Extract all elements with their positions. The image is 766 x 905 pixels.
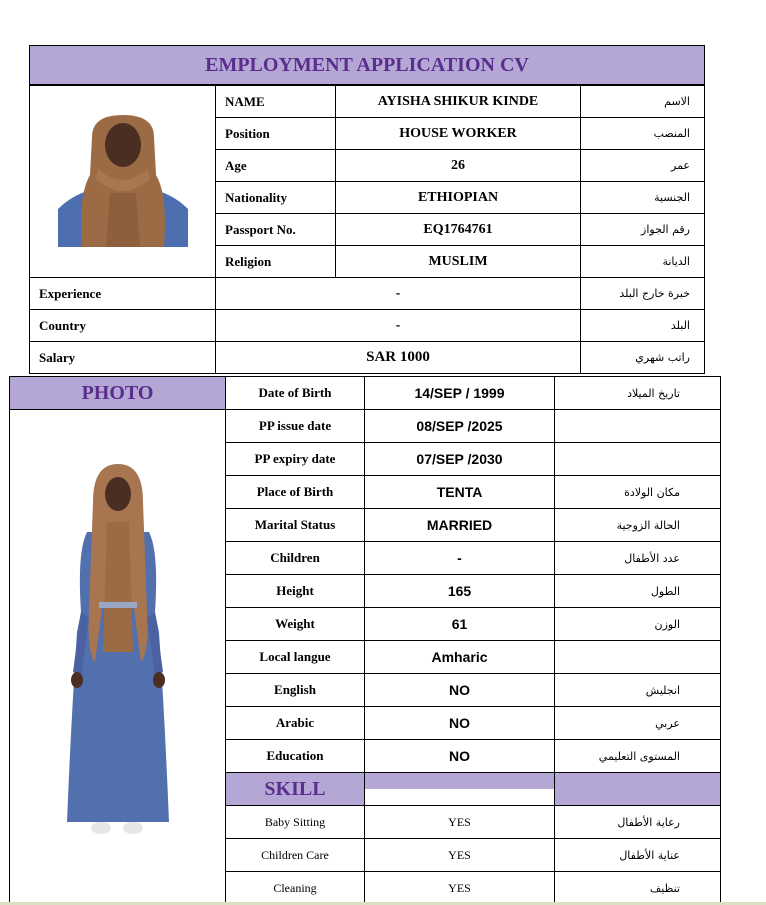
full-body-photo <box>63 462 173 848</box>
position-value: HOUSE WORKER <box>336 118 581 150</box>
skill-cleaning-label: Cleaning <box>226 872 365 905</box>
skill-baby-sitting-arabic-label: رعاية الأطفال <box>555 806 721 839</box>
weight-arabic-label: الوزن <box>555 608 721 641</box>
pp-expiry-label: PP expiry date <box>226 443 365 476</box>
place-of-birth-label: Place of Birth <box>226 476 365 509</box>
marital-status-value: MARRIED <box>365 509 555 542</box>
local-language-label: Local langue <box>226 641 365 674</box>
height-arabic-label: الطول <box>555 575 721 608</box>
experience-value: - <box>216 278 581 310</box>
english-value: NO <box>365 674 555 707</box>
pp-issue-label: PP issue date <box>226 410 365 443</box>
salary-label: Salary <box>30 342 216 374</box>
marital-status-arabic-label: الحالة الزوجية <box>555 509 721 542</box>
dob-arabic-label: تاريخ الميلاد <box>555 377 721 410</box>
position-arabic-label: المنصب <box>581 118 705 150</box>
name-value: AYISHA SHIKUR KINDE <box>336 86 581 118</box>
english-arabic-label: انجليش <box>555 674 721 707</box>
education-label: Education <box>226 740 365 773</box>
local-language-value: Amharic <box>365 641 555 674</box>
name-label: NAME <box>216 86 336 118</box>
photo-header: PHOTO <box>10 377 226 410</box>
pp-issue-arabic-label <box>555 410 721 443</box>
age-label: Age <box>216 150 336 182</box>
skill-band-fill <box>365 773 554 789</box>
skill-children-care-arabic-label: عناية الأطفال <box>555 839 721 872</box>
document-title: EMPLOYMENT APPLICATION CV <box>29 45 705 85</box>
passport-arabic-label: رقم الجواز <box>581 214 705 246</box>
local-language-arabic-label <box>555 641 721 674</box>
portrait-photo <box>58 113 188 247</box>
arabic-value: NO <box>365 707 555 740</box>
religion-value: MUSLIM <box>336 246 581 278</box>
skill-cleaning-arabic-label: تنظيف <box>555 872 721 905</box>
pp-expiry-arabic-label <box>555 443 721 476</box>
dob-value: 14/SEP / 1999 <box>365 377 555 410</box>
country-value: - <box>216 310 581 342</box>
nationality-arabic-label: الجنسية <box>581 182 705 214</box>
children-arabic-label: عدد الأطفال <box>555 542 721 575</box>
pp-expiry-value: 07/SEP /2030 <box>365 443 555 476</box>
children-label: Children <box>226 542 365 575</box>
weight-value: 61 <box>365 608 555 641</box>
religion-arabic-label: الديانة <box>581 246 705 278</box>
dob-label: Date of Birth <box>226 377 365 410</box>
position-label: Position <box>216 118 336 150</box>
experience-arabic-label: خبرة خارج البلد <box>581 278 705 310</box>
education-arabic-label: المستوى التعليمي <box>555 740 721 773</box>
skill-header-right <box>555 773 721 806</box>
skill-baby-sitting-value: YES <box>365 806 555 839</box>
personal-info-table <box>29 85 705 374</box>
marital-status-label: Marital Status <box>226 509 365 542</box>
portrait-photo-cell <box>30 86 216 278</box>
skill-baby-sitting-label: Baby Sitting <box>226 806 365 839</box>
salary-value: SAR 1000 <box>216 342 581 374</box>
details-table <box>9 376 721 905</box>
weight-label: Weight <box>226 608 365 641</box>
passport-value: EQ1764761 <box>336 214 581 246</box>
age-arabic-label: عمر <box>581 150 705 182</box>
english-label: English <box>226 674 365 707</box>
skill-cleaning-value: YES <box>365 872 555 905</box>
passport-label: Passport No. <box>216 214 336 246</box>
pp-issue-value: 08/SEP /2025 <box>365 410 555 443</box>
experience-label: Experience <box>30 278 216 310</box>
arabic-arabic-label: عربي <box>555 707 721 740</box>
name-arabic-label: الاسم <box>581 86 705 118</box>
full-body-photo-cell <box>10 410 226 905</box>
skill-children-care-label: Children Care <box>226 839 365 872</box>
age-value: 26 <box>336 150 581 182</box>
skill-header-band <box>365 773 555 806</box>
place-of-birth-value: TENTA <box>365 476 555 509</box>
salary-arabic-label: راتب شهري <box>581 342 705 374</box>
place-of-birth-arabic-label: مكان الولادة <box>555 476 721 509</box>
nationality-value: ETHIOPIAN <box>336 182 581 214</box>
country-arabic-label: البلد <box>581 310 705 342</box>
height-value: 165 <box>365 575 555 608</box>
children-value: - <box>365 542 555 575</box>
arabic-label: Arabic <box>226 707 365 740</box>
skill-children-care-value: YES <box>365 839 555 872</box>
country-label: Country <box>30 310 216 342</box>
religion-label: Religion <box>216 246 336 278</box>
skill-header: SKILL <box>226 773 365 806</box>
nationality-label: Nationality <box>216 182 336 214</box>
education-value: NO <box>365 740 555 773</box>
height-label: Height <box>226 575 365 608</box>
